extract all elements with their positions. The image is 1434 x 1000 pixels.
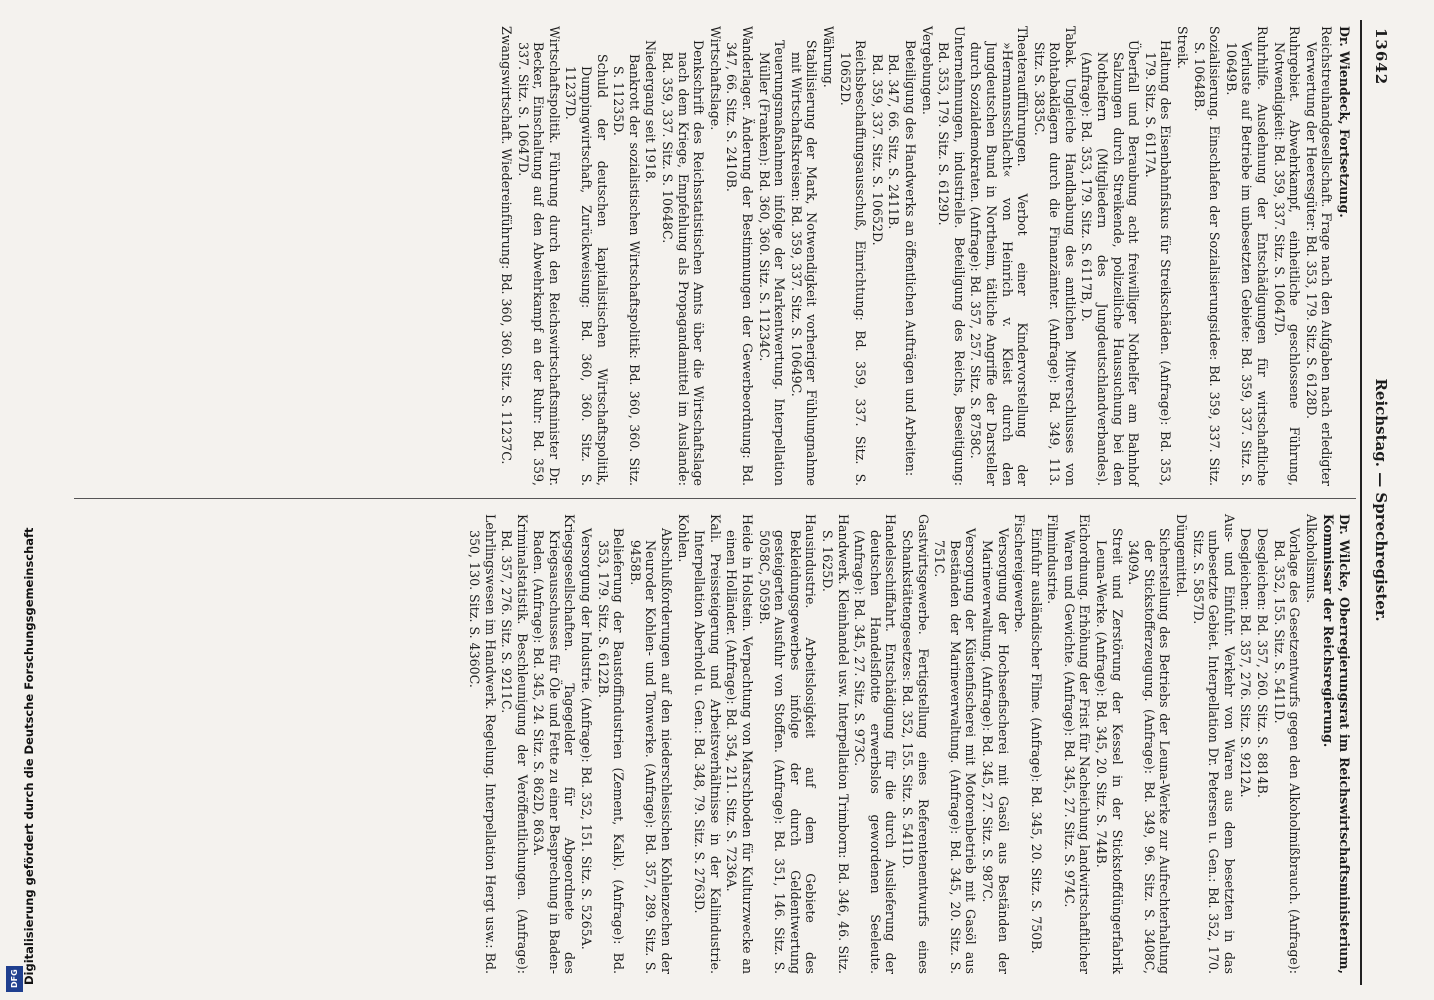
- register-subentry: Versorgung der Industrie. (Anfrage): Bd. 352, 151. Sitz. S. 5265A.: [579, 528, 595, 950]
- register-subentry: Bankrott der sozialistischen Wirtschaftspolitik: Bd. 360, 360. Sitz. S. 11235D.: [611, 54, 642, 486]
- register-subentry: Bd. 347, 66. Sitz. S. 2411B.: [886, 54, 902, 230]
- register-subentry: Abschlußforderungen auf den niederschlesischen Kohlenzechen der Neuroder Kohlen- und Tonwerke. (Anfrage): Bd. 357, 289. Sitz. S. 9458B.: [627, 528, 675, 974]
- digitization-credit: [0, 0, 36, 1000]
- register-entry: Eichordnung. Erhöhung der Frist für Nacheichung landwirtschaftlicher Waren und Gewichte. (Anfrage): Bd. 345, 27. Sitz. S. 974C.: [1061, 514, 1093, 974]
- register-entry: Wanderlager. Änderung der Bestimmungen der Gewerbeordnung: Bd. 347, 66. Sitz. S. 2410B.: [724, 26, 756, 486]
- digitization-credit-text: Digitalisierung gefördert durch die Deutsche Forschungsgemeinschaft: [22, 527, 36, 985]
- register-entry: Filmindustrie.: [1045, 514, 1061, 605]
- page-title: Reichstag. — Sprechregister.: [1372, 378, 1390, 622]
- page-header: [1360, 0, 1390, 1000]
- register-entry: Heide in Holstein. Verpachtung von Marschboden für Kulturzwecke an einen Holländer. (Anfrage): Bd. 354, 211. Sitz. S. 7236A.: [724, 514, 756, 974]
- register-subentry: Reichsbeschaffungsausschuß, Einrichtung: Bd. 359, 337. Sitz. S. 10652D.: [837, 40, 869, 486]
- register-subentry: Desgleichen: Bd. 357, 276. Sitz. S. 9212A.: [1238, 528, 1254, 798]
- register-entry: Fischereigewerbe.: [1012, 514, 1028, 633]
- register-subentry: Schuld der deutschen kapitalistischen Wirtschaftspolitik, Dumpingwirtschaft, Zurückweisung: Bd. 360, 360. Sitz. S. 11237D.: [563, 54, 610, 486]
- register-entry: Reichstreuhandgesellschaft. Frage nach den Aufgaben nach erledigter Verwertung der Heeresgüter: Bd. 353, 179. Sitz. S. 6128D.: [1303, 26, 1335, 486]
- dfg-logo: DFG: [6, 966, 23, 992]
- column-divider: [74, 498, 1356, 499]
- register-entry: Vergebungen.: [919, 26, 935, 115]
- register-entry: Tabak. Ungleiche Handhabung des amtlichen Mitverschlusses von Rohtabaklägern durch die Finanzämter. (Anfrage): Bd. 349, 113. Sitz. S. 3835C.: [1031, 26, 1078, 486]
- register-subentry: Versorgung der Küstenfischerei mit Motorenbetrieb mit Gasöl aus Beständen der Marineverwaltung. (Anfrage): Bd. 345, 20. Sitz. S. 751C.: [932, 528, 979, 974]
- speaker-heading: Dr. Wiendeck, Fortsetzung.: [1337, 26, 1352, 218]
- register-subentry: Beteiligung des Handwerks an öffentlichen Aufträgen und Arbeiten:: [902, 40, 918, 477]
- register-entry: Währung.: [821, 26, 836, 88]
- speaker-heading: Dr. Wilcke, Oberregierungsrat im Reichswirtschaftsministerium, Kommissar der Reichsregierung.: [1321, 514, 1352, 974]
- register-entry: Zwangswirtschaft. Wiedereinführung: Bd. 360, 360. Sitz. S. 11237C.: [499, 26, 515, 465]
- register-entry: Wirtschaftspolitik. Führung durch den Reichswirtschaftsminister Dr. Becker, Einschaltung auf den Abwehrkampf an der Ruhr: Bd. 359, 337. Sitz. S. 10647D.: [515, 26, 562, 486]
- register-subentry: Belieferung der Baustoffindustrien (Zement, Kalk). (Anfrage): Bd. 353, 179. Sitz. S. 6122B.: [595, 528, 627, 974]
- register-entry: Kohlen.: [675, 514, 691, 563]
- register-subentry: Bd. 359, 337. Sitz. S. 10652D.: [869, 54, 885, 246]
- register-entry: Kriminalstatistik. Beschleunigung der Veröffentlichungen. (Anfrage): Bd. 357, 276. Sitz. S. 9211C.: [499, 514, 530, 974]
- page-number: 13642: [1372, 28, 1390, 86]
- register-entry: Gastwirtsgewerbe. Fertigstellung eines Referentenentwurfs eines Schankstättengesetzes: Bd. 352, 155. Sitz. S. 5411D.: [899, 514, 931, 974]
- register-entry: Aus- und Einfuhr. Verkehr von Waren aus dem besetzten in das unbesetzte Gebiet. Interpellation Dr. Petersen u. Gen.: Bd. 352, 170. Sitz. S. 5857D.: [1190, 514, 1237, 974]
- register-subentry: Einfuhr ausländischer Filme. (Anfrage): Bd. 345, 20. Sitz. S. 750B.: [1028, 528, 1044, 954]
- register-subentry: Versorgung der Hochseefischerei mit Gasöl aus Beständen der Marineverwaltung. (Anfrage): Bd. 345, 27. Sitz. S. 987C.: [979, 528, 1011, 974]
- register-subentry: Teuerungsmaßnahmen infolge der Markentwertung. Interpellation Müller (Franken): Bd. 360, 360. Sitz. S. 11234C.: [756, 40, 788, 486]
- register-entry: Wirtschaftslage.: [707, 26, 723, 131]
- register-subentry: Sicherstellung des Betriebs der Leuna-Werke zur Aufrechterhaltung der Stickstofferzeugung. (Anfrage): Bd. 349, 96. Sitz. S. 3408C, 3409A.: [1126, 528, 1173, 974]
- register-entry: Streik.: [1175, 26, 1191, 69]
- register-entry: Theateraufführungen. Verbot einer Kindervorstellung der »Hermannsschlacht« von Heinrich v. Kleist durch den Jungdeutschen Bund in Northeim, tätliche Angriffe der Darsteller durch Sozialdemokraten. (Anfrage): Bd. 357, 257. Sitz. S. 8758C.: [968, 26, 1031, 486]
- register-entry: Handwerk. Kleinhandel usw. Interpellation Trimborn: Bd. 346, 46. Sitz. S. 1625D.: [820, 514, 851, 974]
- register-entry: Sozialisierung. Einschlafen der Sozialisierungsidee: Bd. 359, 337. Sitz. S. 10648B.: [1191, 26, 1223, 486]
- register-entry: Ruhrhilfe. Ausdehnung der Entschädigungen für wirtschaftliche Verluste auf Betriebe im unbesetzten Gebiete: Bd. 359, 337. Sitz. S. 10649B.: [1223, 26, 1271, 486]
- register-entry: Handelsschiffahrt. Entschädigung für die durch Auslieferung der deutschen Handelsflotte erwerbslos gewordenen Seeleute. (Anfrage): Bd. 345, 27. Sitz. S. 973C.: [852, 514, 899, 974]
- register-subentry: Streit und Zerstörung der Kessel in der Stickstoffdüngerfabrik Leuna-Werke. (Anfrage): Bd. 345, 20. Sitz. S. 744B.: [1094, 528, 1125, 974]
- register-entry: Unternehmungen, industrielle. Beteiligung des Reichs, Beseitigung: Bd. 353, 179. Sitz. S. 6129D.: [936, 26, 967, 486]
- header-rule: [1360, 20, 1362, 985]
- register-subentry: Vorlage des Gesetzentwurfs gegen den Alkoholmißbrauch. (Anfrage): Bd. 352, 155. Sitz. S. 5411D.: [1271, 528, 1303, 974]
- register-entry: Alkoholismus.: [1303, 514, 1319, 604]
- left-column: [498, 26, 1352, 486]
- register-subentry: Niedergang seit 1918.: [643, 40, 659, 183]
- document-page: [60, 0, 1400, 1000]
- register-subentry: Stabilisierung der Mark, Notwendigkeit vorheriger Fühlungnahme mit Wirtschaftskreisen: Bd. 359, 337. Sitz. S. 10649C.: [788, 40, 820, 486]
- register-entry: Hausindustrie. Arbeitslosigkeit auf dem Gebiete des Bekleidungsgewerbes infolge der durch Geldentwertung gesteigerten Ausfuhr von Stoffen. (Anfrage): Bd. 351, 146. Sitz. S. 5058C, 5059B.: [756, 514, 819, 974]
- register-entry: Kali. Preissteigerung und Arbeitsverhältnisse in der Kaliindustrie. Interpellation Aberhold u. Gen.: Bd. 348, 79. Sitz. S. 2763D.: [692, 514, 723, 974]
- register-subentry: Desgleichen: Bd. 357, 260. Sitz. S. 8814B.: [1255, 528, 1271, 798]
- register-entry: Ruhrgebiet. Abwehrkampf, einheitliche geschlossene Führung, Notwendigkeit: Bd. 359, 337. Sitz. S. 10647D.: [1271, 26, 1303, 486]
- register-subentry: Denkschrift des Reichsstatistischen Amts über die Wirtschaftslage nach dem Kriege, Empfehlung als Propagandamittel im Auslande: Bd. 359, 337. Sitz. S. 10648C.: [660, 40, 707, 486]
- register-subentry: Überfall und Beraubung acht freiwilliger Nothelfer am Bahnhof Salzungen durch Streikende, polizeiliche Haussuchung bei den Nothelfern (Mitgliedern des Jungdeutschlandverbandes). (Anfrage): Bd. 353, 179. Sitz. S. 6117B, D.: [1079, 40, 1142, 486]
- right-column: [465, 514, 1352, 974]
- register-subentry: Haltung des Eisenbahnfiskus für Streikschäden. (Anfrage): Bd. 353, 179. Sitz. S. 6117A.: [1142, 40, 1174, 486]
- register-entry: Kriegsgesellschaften. Tagegelder für Abgeordnete des Kriegsausschusses für Öle und Fette zu einer Besprechung in Baden-Baden. (Anfrage): Bd. 345, 24. Sitz. S. 862D, 863A.: [531, 514, 578, 974]
- register-entry: Lehrlingswesen im Handwerk. Regelung. Interpellation Hergt usw.: Bd. 350, 130. Sitz. S. 4360C.: [466, 514, 498, 974]
- register-entry: Düngemittel.: [1174, 514, 1190, 598]
